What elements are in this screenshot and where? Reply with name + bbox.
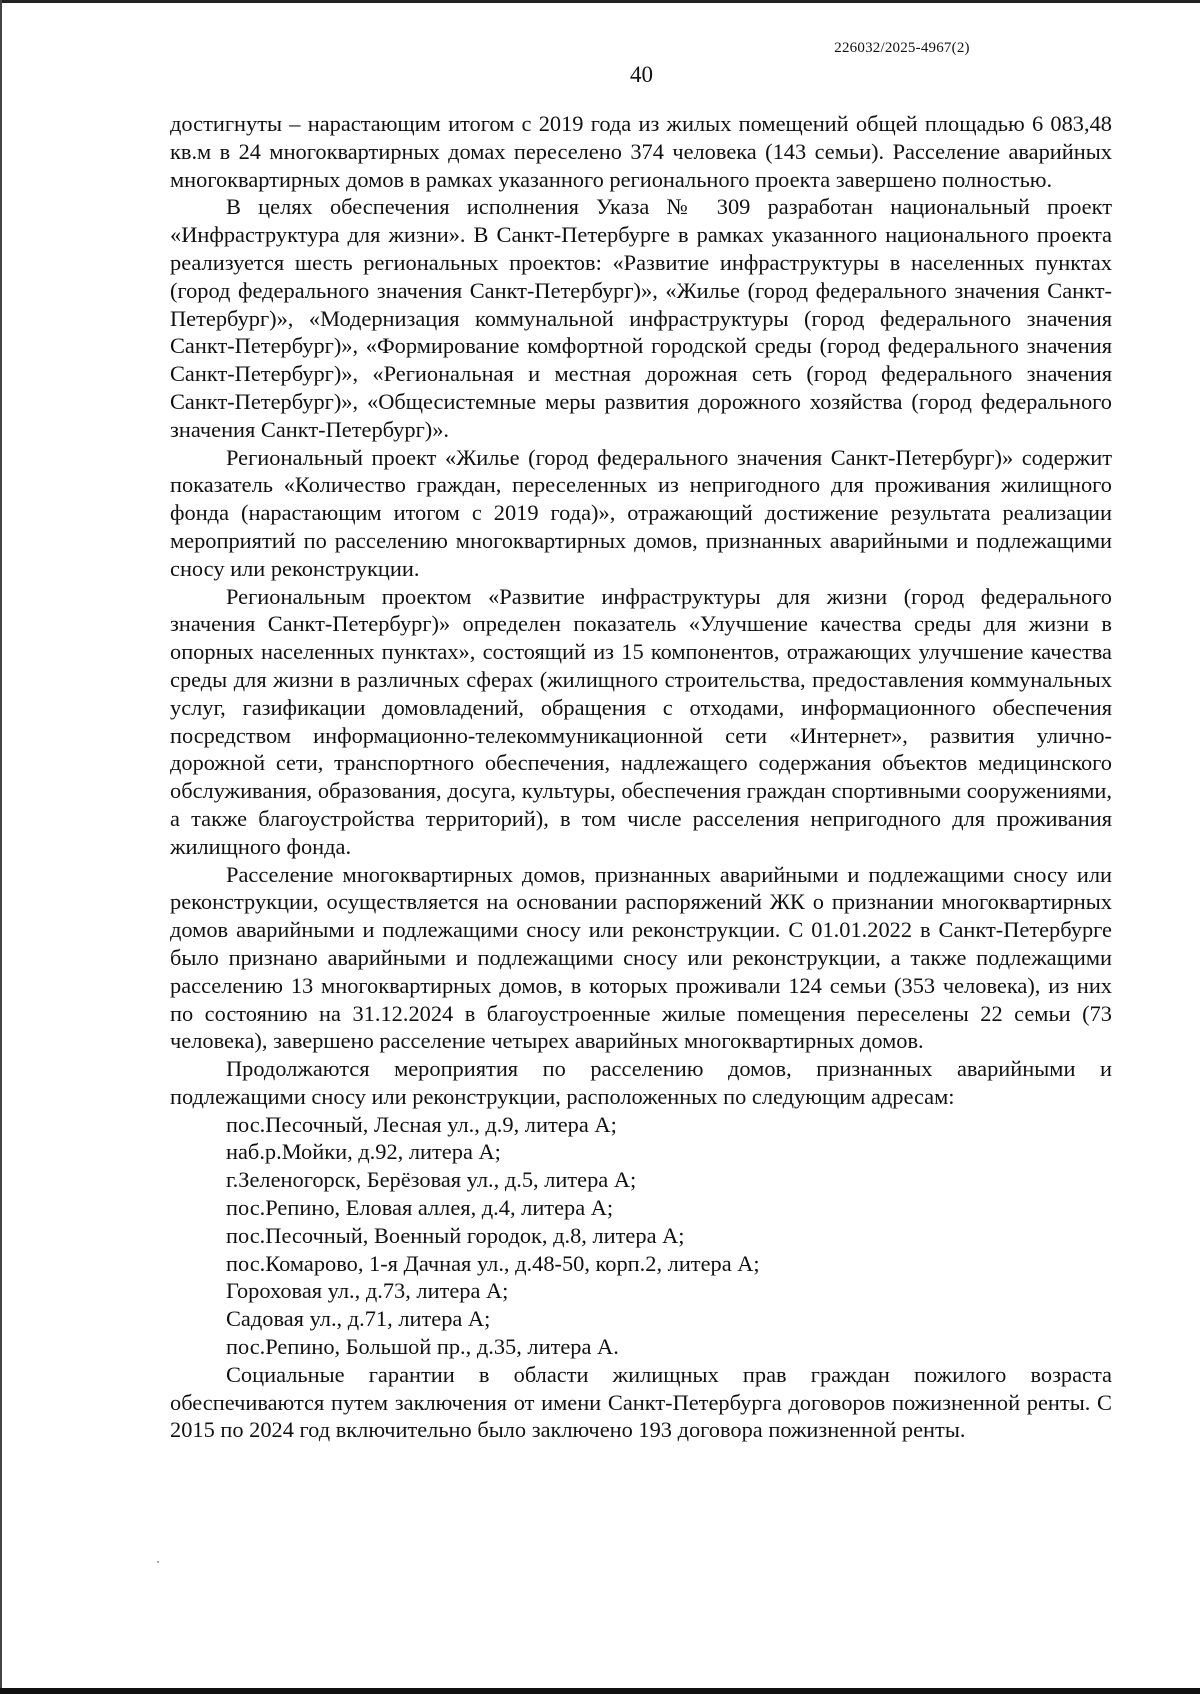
document-body bbox=[170, 110, 1112, 1444]
paragraph-housing-project: Региональный проект «Жилье (город федерального значения Санкт-Петербург)» содержит показатель «Количество граждан, переселенных из непригодного для проживания жилищного фонда (нарастающим итогом с 2019 года)», отражающий достижение результата реализации мероприятий по расселению многоквартирных домов, признанных аварийными и подлежащими сносу или реконструкции. bbox=[170, 444, 1112, 581]
document-registration-number: 226032/2025-4967(2) bbox=[834, 40, 970, 56]
address-item: Гороховая ул., д.73, литера А; bbox=[226, 1278, 509, 1304]
address-list bbox=[170, 1111, 1112, 1361]
address-item: пос.Репино, Большой пр., д.35, литера А. bbox=[226, 1334, 619, 1360]
page-number: 40 bbox=[630, 62, 653, 87]
top-border-line bbox=[0, 0, 1200, 3]
bottom-border-line bbox=[0, 1688, 1200, 1694]
address-item: пос.Репино, Еловая аллея, д.4, литера А; bbox=[226, 1195, 614, 1221]
paragraph-continuation: достигнуты – нарастающим итогом с 2019 года из жилых помещений общей площадью 6 083,48 кв.м в 24 многоквартирных домах переселено 374 человека (143 семьи). Расселение аварийных многоквартирных домов в рамках указанного регионального проекта завершено полностью. bbox=[170, 111, 1112, 192]
address-item: г.Зеленогорск, Берёзовая ул., д.5, литера А; bbox=[226, 1167, 637, 1193]
left-border-line bbox=[0, 0, 2, 1694]
address-item: наб.р.Мойки, д.92, литера А; bbox=[226, 1139, 501, 1165]
address-item: пос.Комарово, 1-я Дачная ул., д.48-50, корп.2, литера А; bbox=[226, 1250, 760, 1276]
address-item: пос.Песочный, Военный городок, д.8, литера А; bbox=[226, 1222, 685, 1248]
scan-speck bbox=[157, 1561, 159, 1563]
address-item: Садовая ул., д.71, литера А; bbox=[226, 1306, 491, 1332]
paragraph-resettlement: Расселение многоквартирных домов, признанных аварийными и подлежащими сносу или реконструкции, осуществляется на основании распоряжений ЖК о признании многоквартирных домов аварийными и подлежащими сносу или реконструкции. С 01.01.2022 в Санкт-Петербурге было признано аварийными и подлежащими сносу или реконструкции, а также подлежащими расселению 13 многоквартирных домов, в которых проживали 124 семьи (353 человека), из них по состоянию на 31.12.2024 в благоустроенные жилые помещения переселены 22 семьи (73 человека), завершено расселение четырех аварийных многоквартирных домов. bbox=[170, 861, 1112, 1054]
address-item: пос.Песочный, Лесная ул., д.9, литера А; bbox=[226, 1111, 617, 1137]
paragraph-social-guarantees: Социальные гарантии в области жилищных прав граждан пожилого возраста обеспечиваются путем заключения от имени Санкт-Петербурга договоров пожизненной ренты. С 2015 по 2024 год включительно было заключено 193 договора пожизненной ренты. bbox=[170, 1361, 1112, 1443]
paragraph-addresses-intro: Продолжаются мероприятия по расселению домов, признанных аварийными и подлежащими сносу или реконструкции, расположенных по следующим адресам: bbox=[170, 1056, 1112, 1109]
paragraph-infrastructure-project: Региональным проектом «Развитие инфраструктуры для жизни (город федерального значения Санкт-Петербург)» определен показатель «Улучшение качества среды для жизни в опорных населенных пунктах», состоящий из 15 компонентов, отражающих улучшение качества среды для жизни в различных сферах (жилищного строительства, предоставления коммунальных услуг, газификации домовладений, обращения с отходами, информационного обеспечения посредством информационно-телекоммуникационной сети «Интернет», развития улично-дорожной сети, транспортного обеспечения, надлежащего содержания объектов медицинского обслуживания, образования, досуга, культуры, обеспечения граждан спортивными сооружениями, а также благоустройства территорий), в том числе расселения непригодного для проживания жилищного фонда. bbox=[170, 583, 1112, 859]
paragraph-national-project: В целях обеспечения исполнения Указа № 309 разработан национальный проект «Инфраструктура для жизни». В Санкт-Петербурге в рамках указанного национального проекта реализуется шесть региональных проектов: «Развитие инфраструктуры в населенных пунктах (город федерального значения Санкт-Петербург)», «Жилье (город федерального значения Санкт-Петербург)», «Модернизация коммунальной инфраструктуры (город федерального значения Санкт-Петербург)», «Формирование комфортной городской среды (город федерального значения Санкт-Петербург)», «Региональная и местная дорожная сеть (город федерального значения Санкт-Петербург)», «Общесистемные меры развития дорожного хозяйства (город федерального значения Санкт-Петербург)». bbox=[170, 194, 1112, 442]
